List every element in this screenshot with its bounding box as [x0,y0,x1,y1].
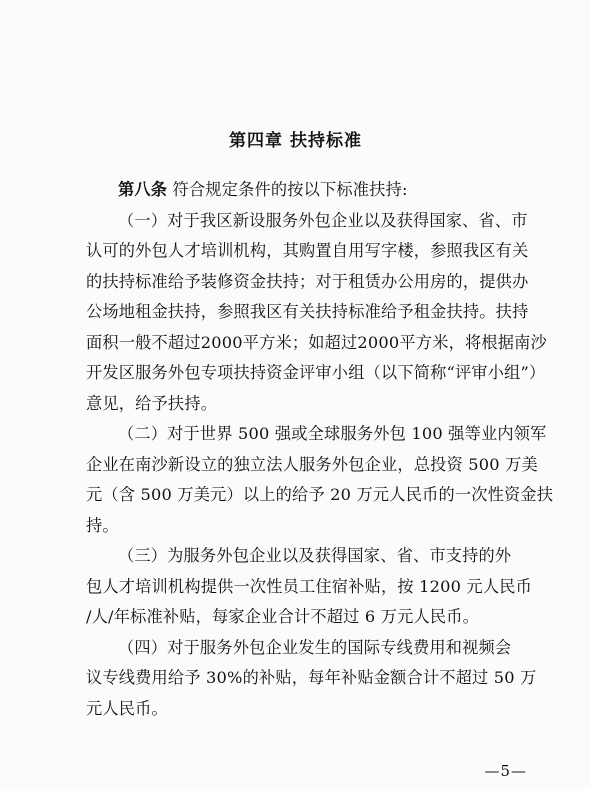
paragraph-line: （三）为服务外包企业以及获得国家、省、市支持的外 [118,546,512,565]
paragraph-line: （一）对于我区新设服务外包企业以及获得国家、省、市 [118,210,528,230]
article-heading-line [86,175,526,206]
paragraph-line: （二）对于世界 500 强或全球服务外包 100 强等业内领军 [118,424,547,443]
page-number: —5— [484,762,527,780]
paragraph-line: 开发区服务外包专项扶持资金评审小组（以下简称“评审小组”） [86,363,546,382]
paragraph-line: /人/年标准补贴，每家企业合计不超过 6 万元人民币。 [86,607,480,626]
paragraph-line: 的扶持标准给予装修资金扶持；对于租赁办公用房的，提供办 [86,271,529,291]
paragraph-line: 认可的外包人才培训机构，其购置自用写字楼，参照我区有关 [86,241,529,260]
article-body [86,175,554,724]
paragraph-2 [86,419,554,541]
paragraph-line: 元（含 500 万美元）以上的给予 20 万元人民币的一次性资金扶 [86,485,554,504]
paragraph-line: 议专线费用给予 30%的补贴，每年补贴金额合计不超过 50 万 [86,668,537,687]
paragraph-4 [86,633,537,725]
paragraph-line: 企业在南沙新设立的独立法人服务外包企业，总投资 500 万美 [86,454,538,474]
paragraph-line: 元人民币。 [86,698,168,718]
paragraph-line: 包人才培训机构提供一次性员工住宿补贴，按 1200 元人民币 [86,576,532,596]
paragraph-line: 面积一般不超过2000平方米；如超过2000平方米，将根据南沙 [86,332,547,352]
paragraph-3 [86,541,532,633]
paragraph-line: 持。 [86,515,119,535]
article-label: 第八条 [118,180,168,199]
paragraph-line: 意见，给予扶持。 [86,393,218,413]
article-intro: 符合规定条件的按以下标准扶持: [172,180,408,199]
paragraph-line: 公场地租金扶持，参照我区有关扶持标准给予租金扶持。扶持 [86,302,529,321]
paragraph-line: （四）对于服务外包企业发生的国际专线费用和视频会 [118,637,512,657]
chapter-title: 第四章 扶持标准 [229,131,362,151]
paragraph-1 [86,206,547,420]
